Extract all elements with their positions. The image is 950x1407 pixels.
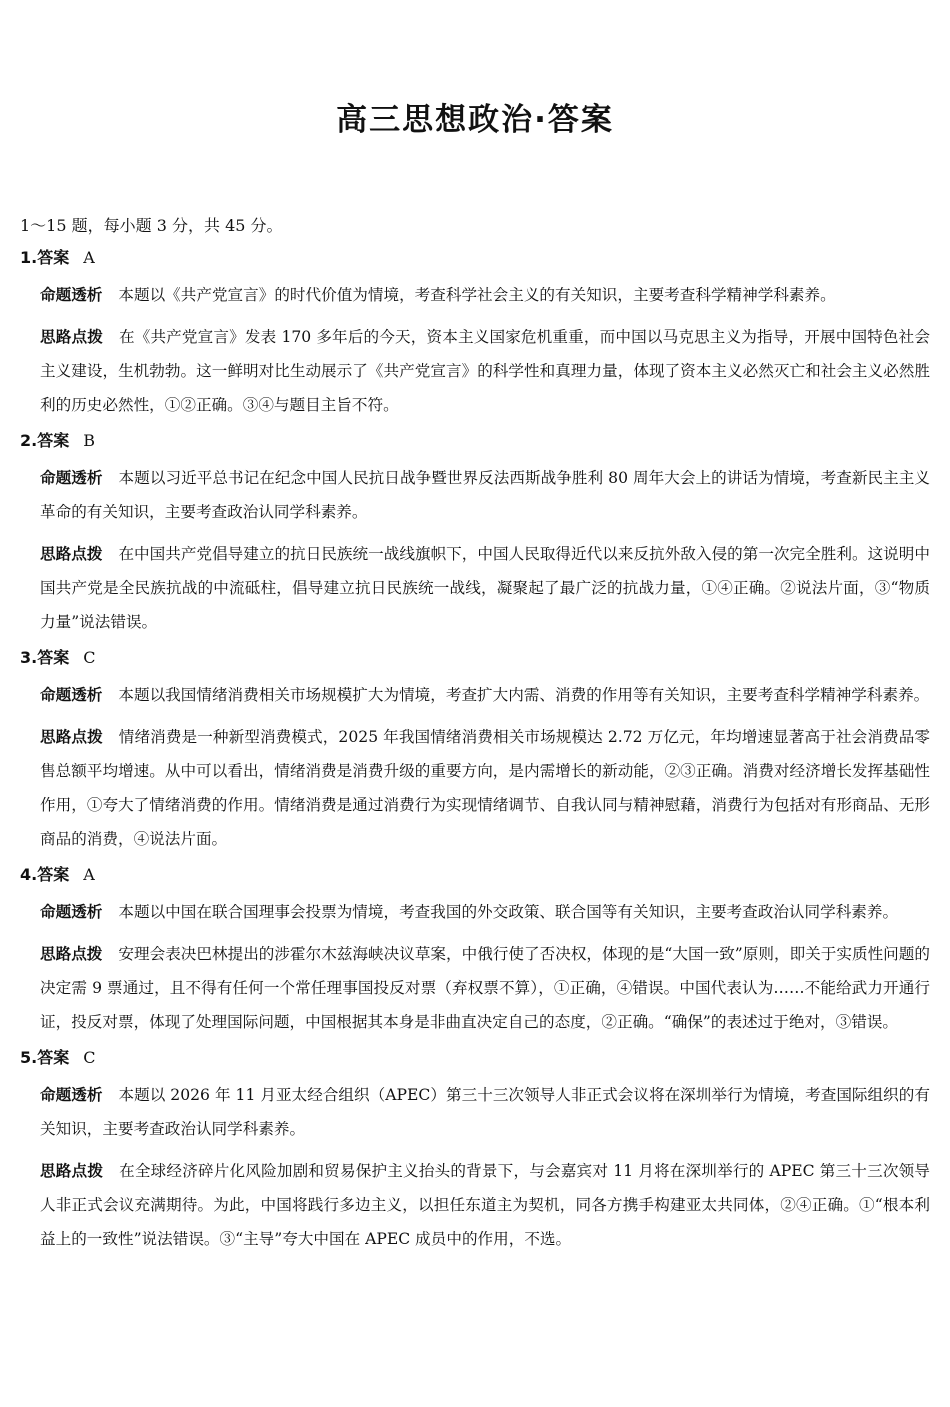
analysis-label: 命题透析 xyxy=(40,686,103,704)
question-header xyxy=(20,430,930,452)
question-header xyxy=(20,864,930,886)
answer-label: 答案 xyxy=(37,248,70,267)
question-number: 5. xyxy=(20,1048,38,1067)
question-number: 2. xyxy=(20,431,38,450)
analysis-paragraph xyxy=(40,461,930,529)
question-header xyxy=(20,247,930,269)
approach-paragraph xyxy=(40,320,930,422)
question-4 xyxy=(20,864,930,1039)
page-title: 高三思想政治·答案 xyxy=(336,102,614,138)
question-number: 1. xyxy=(20,248,38,267)
approach-label: 思路点拨 xyxy=(40,945,103,963)
question-5 xyxy=(20,1047,930,1256)
approach-label: 思路点拨 xyxy=(40,728,103,746)
analysis-text: 本题以习近平总书记在纪念中国人民抗日战争暨世界反法西斯战争胜利 80 周年大会上的讲话为情境，考查新民主主义革命的有关知识，主要考查政治认同学科素养。 xyxy=(40,469,930,521)
approach-label: 思路点拨 xyxy=(40,328,103,346)
approach-text: 在《共产党宣言》发表 170 多年后的今天，资本主义国家危机重重，而中国以马克思主义为指导，开展中国特色社会主义建设，生机勃勃。这一鲜明对比生动展示了《共产党宣言》的科学性和真理力量，体现了资本主义必然灭亡和社会主义必然胜利的历史必然性，①②正确。③④与题目主旨不符。 xyxy=(40,328,930,414)
answer-value: A xyxy=(83,865,95,884)
section-intro: 1～15 题，每小题 3 分，共 45 分。 xyxy=(20,216,283,235)
approach-paragraph xyxy=(40,1154,930,1256)
question-2 xyxy=(20,430,930,639)
approach-paragraph xyxy=(40,537,930,639)
approach-text: 安理会表决巴林提出的涉霍尔木兹海峡决议草案，中俄行使了否决权，体现的是“大国一致”原则，即关于实质性问题的决定需 9 票通过，且不得有任何一个常任理事国投反对票（弃权票不算），①正确，④错误。中国代表认为……不能给武力开通行证，投反对票，体现了处理国际问题，中国根据其本身是非曲直决定自己的态度，②正确。“确保”的表述过于绝对，③错误。 xyxy=(40,945,930,1031)
analysis-label: 命题透析 xyxy=(40,903,103,921)
analysis-text: 本题以 2026 年 11 月亚太经合组织（APEC）第三十三次领导人非正式会议将在深圳举行为情境，考查国际组织的有关知识，主要考查政治认同学科素养。 xyxy=(40,1086,930,1138)
analysis-paragraph xyxy=(40,678,930,712)
approach-paragraph xyxy=(40,937,930,1039)
analysis-paragraph xyxy=(40,895,930,929)
question-header xyxy=(20,647,930,669)
approach-label: 思路点拨 xyxy=(40,1162,104,1180)
question-1 xyxy=(20,247,930,422)
analysis-label: 命题透析 xyxy=(40,1086,103,1104)
analysis-label: 命题透析 xyxy=(40,469,103,487)
answer-value: C xyxy=(83,648,96,667)
analysis-text: 本题以《共产党宣言》的时代价值为情境，考查科学社会主义的有关知识，主要考查科学精神学科素养。 xyxy=(118,286,836,304)
answer-value: A xyxy=(83,248,95,267)
approach-text: 情绪消费是一种新型消费模式，2025 年我国情绪消费相关市场规模达 2.72 万亿元，年均增速显著高于社会消费品零售总额平均增速。从中可以看出，情绪消费是消费升级的重要方向，是内需增长的新动能，②③正确。消费对经济增长发挥基础性作用，①夸大了情绪消费的作用。情绪消费是通过消费行为实现情绪调节、自我认同与精神慰藉，消费行为包括对有形商品、无形商品的消费，④说法片面。 xyxy=(40,728,930,848)
answer-label: 答案 xyxy=(37,865,70,884)
analysis-text: 本题以中国在联合国理事会投票为情境，考查我国的外交政策、联合国等有关知识，主要考查政治认同学科素养。 xyxy=(118,903,899,921)
answer-label: 答案 xyxy=(37,1048,70,1067)
approach-text: 在全球经济碎片化风险加剧和贸易保护主义抬头的背景下，与会嘉宾对 11 月将在深圳举行的 APEC 第三十三次领导人非正式会议充满期待。为此，中国将践行多边主义，以担任东道主为契机，同各方携手构建亚太共同体，②④正确。①“根本利益上的一致性”说法错误。③“主导”夸大中国在 APEC 成员中的作用，不选。 xyxy=(40,1162,930,1248)
answer-label: 答案 xyxy=(37,431,70,450)
answer-value: C xyxy=(83,1048,96,1067)
analysis-paragraph xyxy=(40,278,930,312)
analysis-text: 本题以我国情绪消费相关市场规模扩大为情境，考查扩大内需、消费的作用等有关知识，主要考查科学精神学科素养。 xyxy=(118,686,930,704)
question-number: 4. xyxy=(20,865,38,884)
question-number: 3. xyxy=(20,648,38,667)
answer-label: 答案 xyxy=(37,648,70,667)
question-3 xyxy=(20,647,930,856)
question-header xyxy=(20,1047,930,1069)
approach-text: 在中国共产党倡导建立的抗日民族统一战线旗帜下，中国人民取得近代以来反抗外敌入侵的第一次完全胜利。这说明中国共产党是全民族抗战的中流砥柱，倡导建立抗日民族统一战线，凝聚起了最广泛的抗战力量，①④正确。②说法片面，③“物质力量”说法错误。 xyxy=(40,545,930,631)
analysis-label: 命题透析 xyxy=(40,286,103,304)
analysis-paragraph xyxy=(40,1078,930,1146)
approach-paragraph xyxy=(40,720,930,856)
questions-list xyxy=(20,247,930,1264)
approach-label: 思路点拨 xyxy=(40,545,103,563)
answer-value: B xyxy=(83,431,95,450)
